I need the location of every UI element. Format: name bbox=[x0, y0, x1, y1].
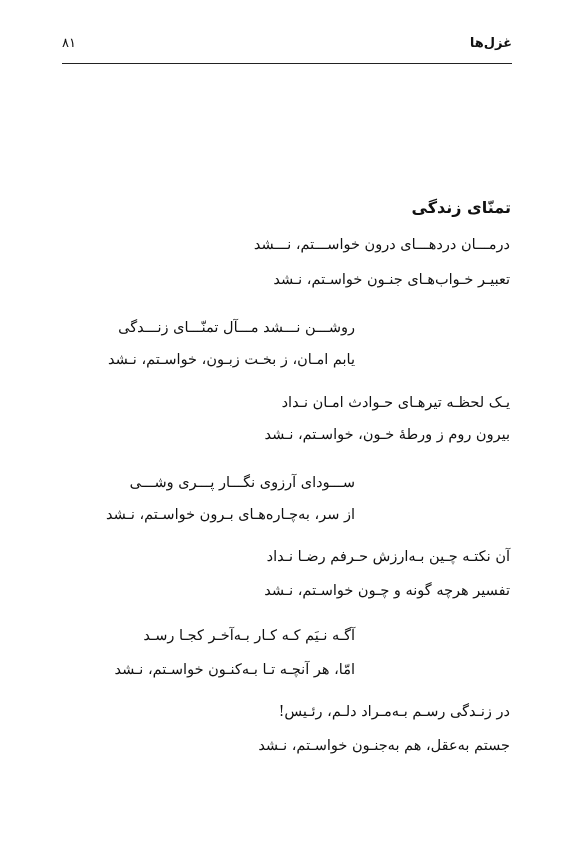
running-head: غزل‌ها bbox=[469, 36, 512, 51]
hemistich-text: یـک لحظـه تیرهـای حـوادث امـان نـداد bbox=[281, 395, 510, 411]
hemistich bbox=[108, 350, 355, 370]
hemistich bbox=[273, 270, 510, 290]
hemistich-text: آن نکتـه چـین بـه‌ارزش حـرفم رضـا نـداد bbox=[266, 549, 510, 565]
page-header bbox=[62, 36, 512, 64]
hemistich bbox=[279, 702, 510, 722]
hemistich-text: ســـودای آرزوی نگـــار پـــری وشـــی bbox=[129, 475, 355, 491]
hemistich bbox=[264, 581, 510, 601]
hemistich-text: درمـــان دردهـــای درون خواســـتم، نـــشد bbox=[253, 237, 510, 253]
hemistich-text: آگـه نـیَم کـه کـار بـه‌آخـر کجـا رسـد bbox=[143, 628, 355, 644]
hemistich-text: در زنـدگی رسـم بـه‌مـراد دلـم، رئـیس! bbox=[278, 704, 510, 720]
hemistich bbox=[265, 425, 510, 445]
page-number: ۸۱ bbox=[62, 36, 76, 51]
hemistich-text: از سر، به‌چـاره‌هـای بـرون خواسـتم، نـشد bbox=[106, 507, 355, 523]
hemistich bbox=[130, 473, 355, 493]
hemistich bbox=[106, 505, 355, 525]
hemistich bbox=[143, 626, 355, 646]
hemistich bbox=[254, 235, 510, 255]
poem-title: تمنّای زندگی bbox=[411, 198, 511, 217]
hemistich-text: امّا، هر آنچـه تـا بـه‌کنـون خواسـتم، نـشد bbox=[114, 662, 355, 678]
hemistich-text: روشـــن نـــشد مـــآل تمنّـــای زنـــدگی bbox=[118, 320, 355, 336]
hemistich bbox=[282, 393, 510, 413]
hemistich bbox=[118, 318, 355, 338]
hemistich bbox=[115, 660, 355, 680]
hemistich-text: تعبیـر خـواب‌هـای جنـون خواسـتم، نـشد bbox=[273, 272, 510, 288]
hemistich-text: تفسیر هرچه گونه و چـون خواسـتم، نـشد bbox=[264, 583, 510, 599]
hemistich bbox=[267, 547, 510, 567]
hemistich bbox=[258, 736, 510, 756]
hemistich-text: یابم امـان، ز بخـت زبـون، خواسـتم، نـشد bbox=[108, 352, 355, 368]
hemistich-text: جستم به‌عقل، هم به‌جنـون خواسـتم، نـشد bbox=[258, 738, 510, 754]
hemistich-text: بیرون روم ز ورطۀ خـون، خواسـتم، نـشد bbox=[264, 427, 510, 443]
